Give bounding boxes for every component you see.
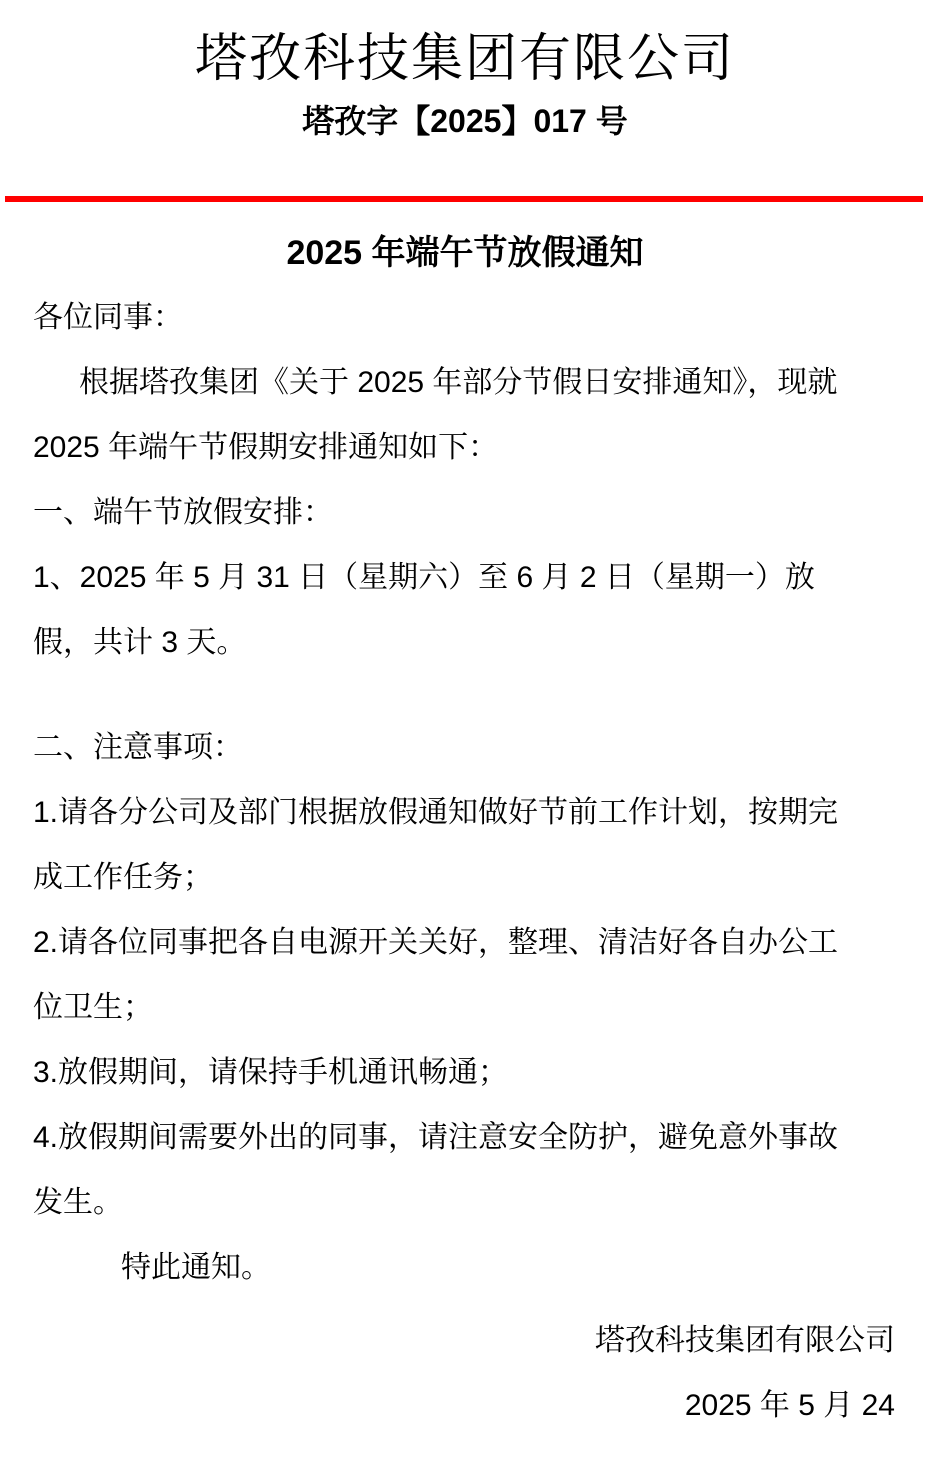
signature-date: 2025 年 5 月 24	[684, 1389, 895, 1422]
section-2-item-2-line-2: 位卫生；	[33, 991, 153, 1024]
letterhead	[0, 24, 930, 144]
section-1-heading: 一、端午节放假安排：	[33, 496, 333, 529]
section-2-item-1-line-2: 成工作任务；	[33, 861, 213, 894]
section-2-item-2-line-1: 2.请各位同事把各自电源开关关好，整理、清洁好各自办公工	[33, 926, 839, 959]
notice-text	[0, 285, 930, 1438]
closing-line: 特此通知。	[121, 1251, 271, 1284]
section-2-heading: 二、注意事项：	[33, 731, 243, 764]
letterhead-company-name: 塔孜科技集团有限公司	[194, 31, 735, 88]
section-2-item-3: 3.放假期间，请保持手机通讯畅通；	[33, 1056, 509, 1089]
section-1-item-line-1: 1、2025 年 5 月 31 日（星期六）至 6 月 2 日（星期一）放	[33, 561, 815, 594]
notice-title: 2025 年端午节放假通知	[286, 234, 644, 272]
notice-body	[0, 228, 930, 1438]
section-2-item-4-line-2: 发生。	[33, 1186, 123, 1219]
signature-block	[33, 1308, 895, 1438]
holiday-notice-document	[0, 24, 930, 1466]
signature-company: 塔孜科技集团有限公司	[595, 1324, 895, 1357]
document-number: 塔孜字【2025】017 号	[302, 103, 628, 139]
section-2-item-1-line-1: 1.请各分公司及部门根据放假通知做好节前工作计划，按期完	[33, 796, 839, 829]
blank-line-spacer	[33, 675, 895, 715]
salutation-line: 各位同事：	[33, 301, 183, 334]
intro-line-1: 根据塔孜集团《关于 2025 年部分节假日安排通知》，现就	[79, 366, 838, 399]
section-1-item-line-2: 假，共计 3 天。	[33, 626, 247, 659]
section-2-item-4-line-1: 4.放假期间需要外出的同事，请注意安全防护，避免意外事故	[33, 1121, 839, 1154]
red-divider-rule	[5, 196, 923, 202]
intro-line-2: 2025 年端午节假期安排通知如下：	[33, 431, 499, 464]
